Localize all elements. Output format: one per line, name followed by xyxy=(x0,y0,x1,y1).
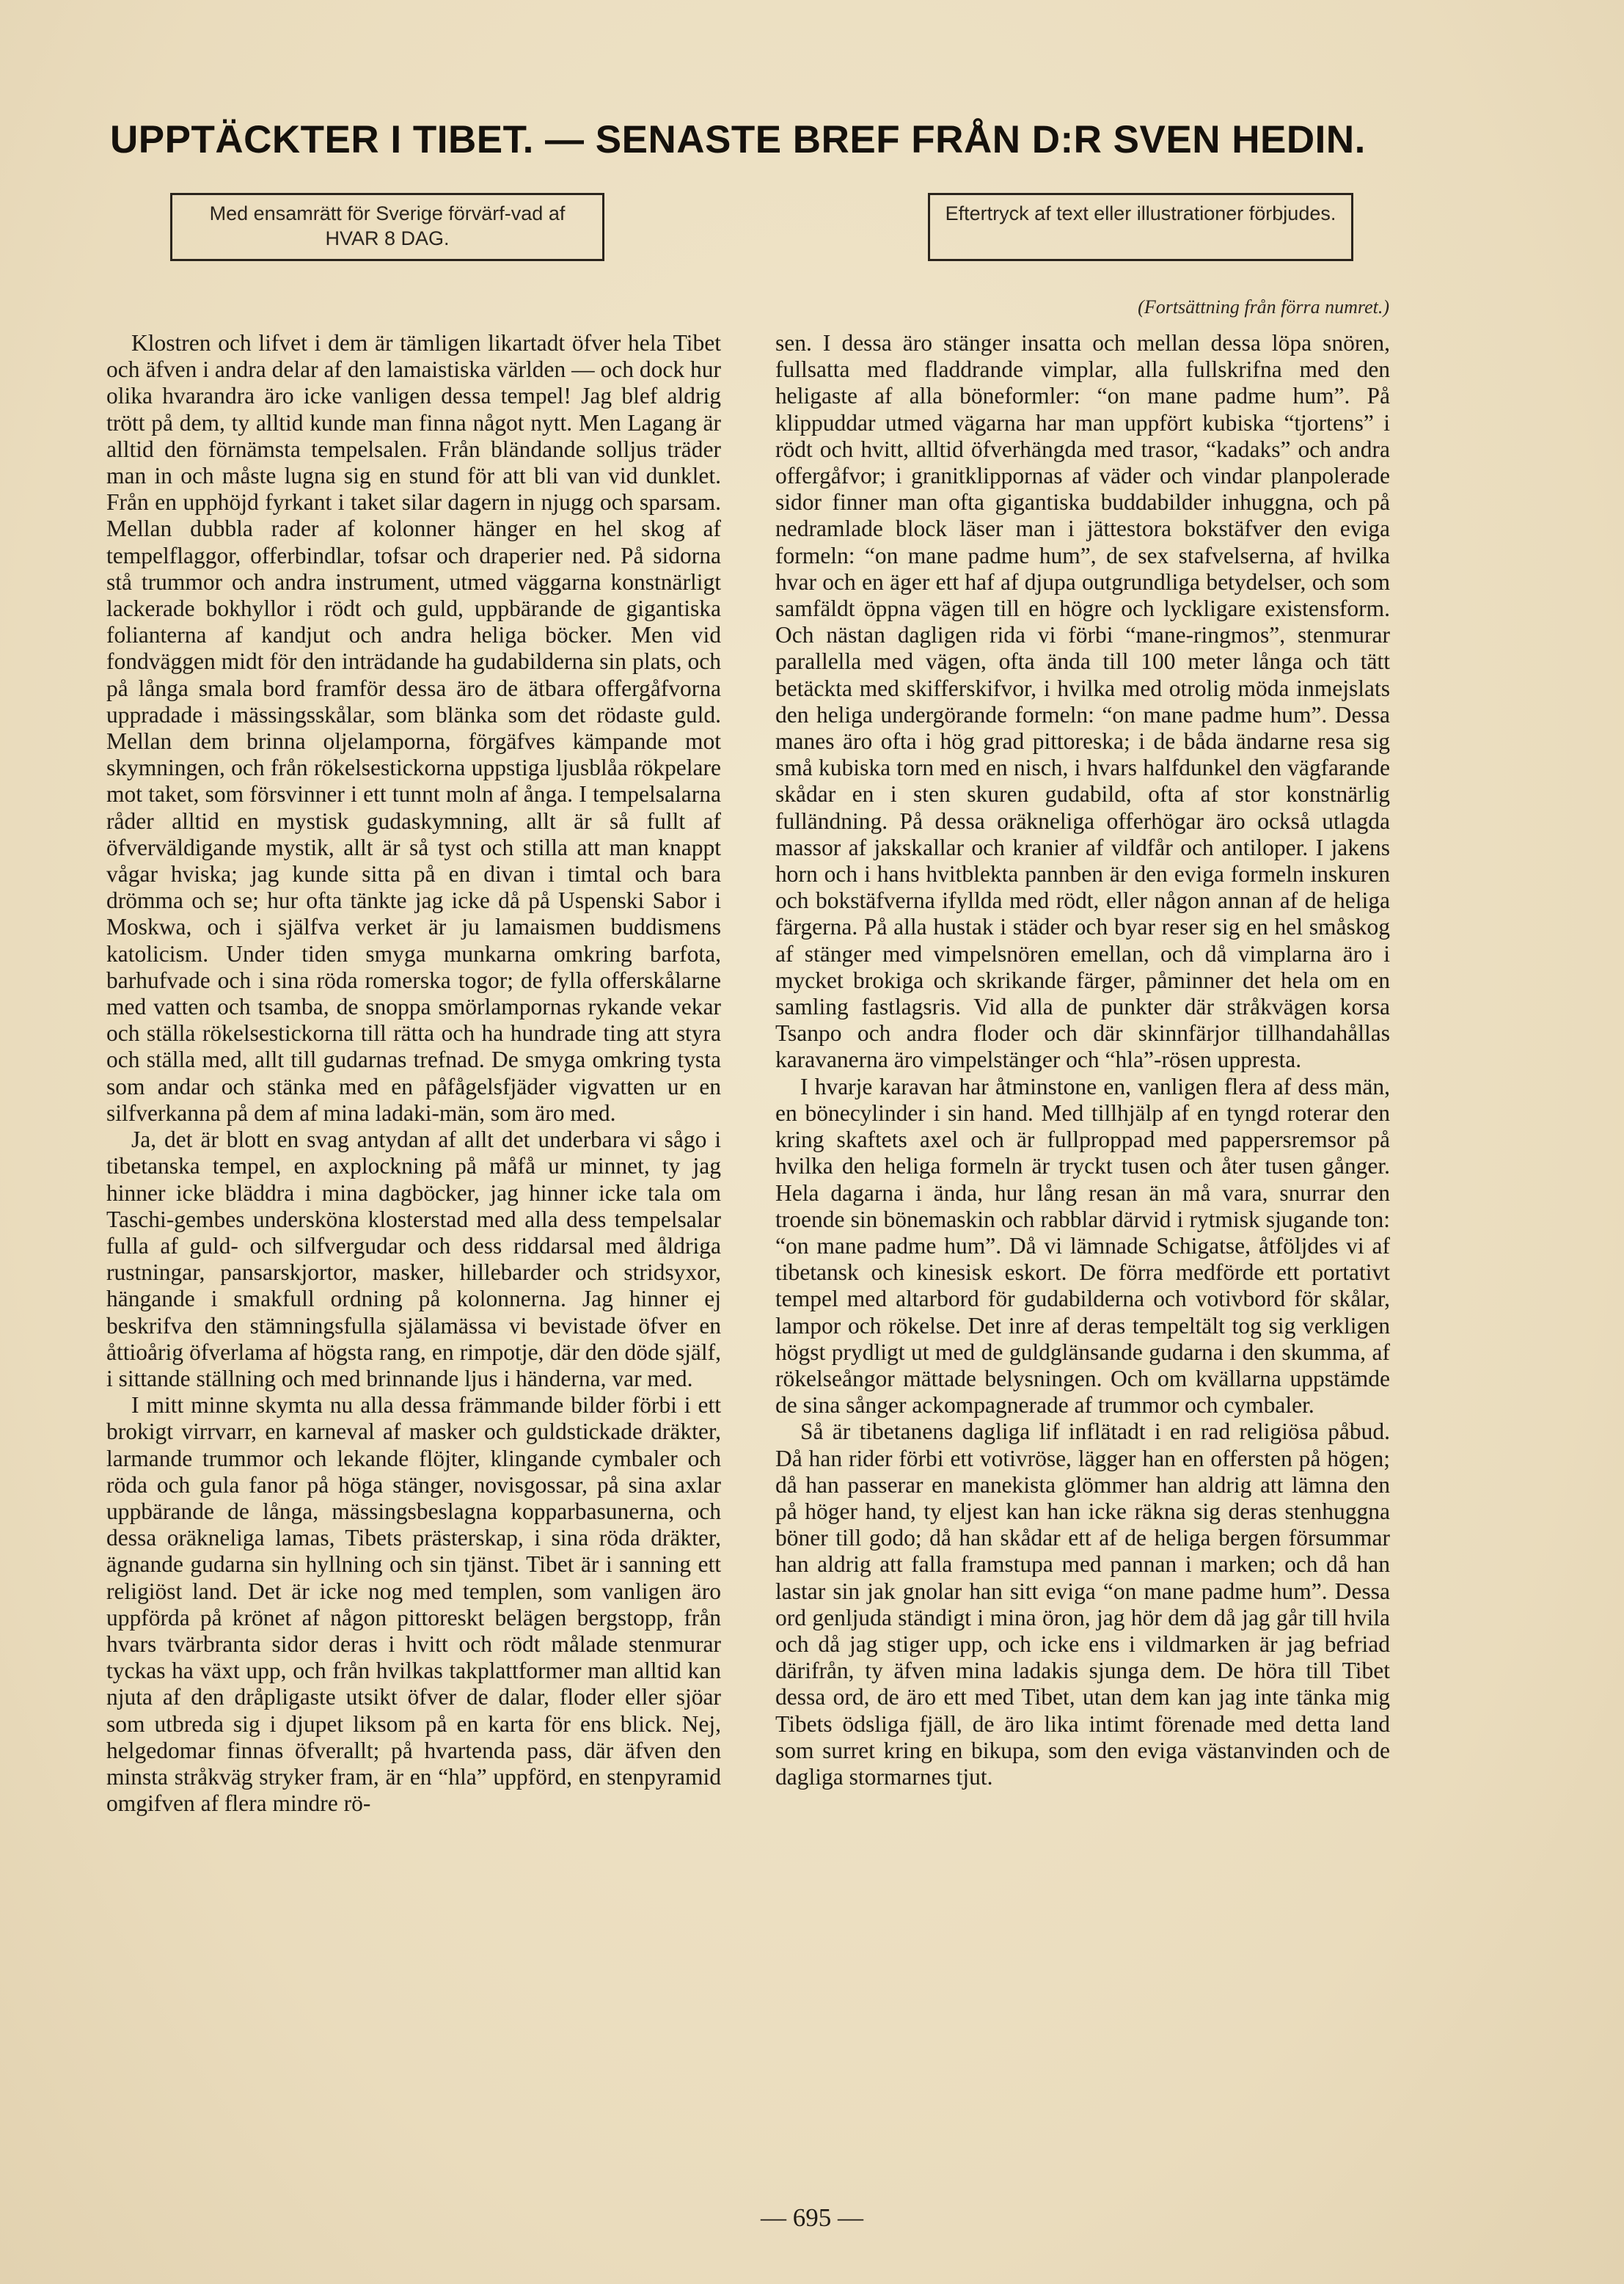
left-column xyxy=(106,330,721,2215)
reprint-notice-text: Eftertryck af text eller illustrationer förbjudes. xyxy=(945,202,1336,224)
right-column xyxy=(775,330,1390,2215)
paragraph: I hvarje karavan har åtminstone en, vanligen flera af dess män, en bönecylinder i sin hand. Med tillhjälp af en tyngd roterar den kring skaftets axel och är fullproppad med pappersremsor på hvilka den heliga formeln är tryckt tusen och åter tusen gånger. Hela dagarna i ända, hur lång resan än må vara, snurrar den troende sin bönemaskin och rabblar därvid i rytmisk sjugande ton: “on mane padme hum”. Då vi lämnade Schigatse, åtföljdes vi af tibetansk och kinesisk eskort. De förra medförde ett portativt tempel med altarbord för gudabilderna och votivbord för skålar, lampor och rökelse. Det inre af deras tempeltält tog sig verkligen högst prydligt ut med de guldglänsande gudarna i den skumma, af rökelseångor mättade belysningen. Och om kvällarna uppstämde de sina sånger ackompagnerade af trummor och cymbaler. xyxy=(775,1073,1390,1419)
reprint-notice-box xyxy=(928,193,1353,261)
copyright-notice-box xyxy=(170,193,604,261)
paragraph: sen. I dessa äro stänger insatta och mellan dessa löpa snören, fullsatta med fladdrande vimplar, alla fullskrifna med den heligaste af alla böneformler: “on mane padme hum”. På klippuddar utmed vägarna har man uppfört kubiska “tjortens” i rödt och hvitt, alltid öfverhängda med trasor, “kadaks” och andra offergåfvor; i granitklippornas af väder och vindar planpolerade sidor finner man ofta gigantiska buddabilder inhuggna, och på nedramlade block läser man i jättestora bokstäfver den eviga formeln: “on mane padme hum”, de sex stafvelserna, af hvilka hvar och en äger ett haf af djupa outgrundliga betydelser, och som samfäldt öppna vägen till en högre och lyckligare existensform. Och nästan dagligen rida vi förbi “mane-ringmos”, stenmurar parallella med vägen, ofta ända till 100 meter långa och tätt betäckta med skifferskifvor, i hvilka med otrolig möda inmejslats den heliga undergörande formeln: “on mane padme hum”. Dessa manes äro ofta i hög grad pittoreska; i de båda ändarne resa sig små kubiska torn med en nisch, i hvars halfdunkel den vägfarande skådar en i sten skuren gudabild, ofta af stor konstnärlig fulländning. På dessa oräkneliga offerhögar äro också utlagda massor af jakskallar och kranier af vildfår och antiloper. I jakens horn och i hans hvitblekta pannben är den eviga formeln inskuren och bokstäfverna ifyllda med rödt, eller någon annan af de heliga färgerna. På alla hustak i städer och byar reser sig en hel småskog af stänger med vimpelsnören emellan, och då vimplarna äro i mycket brokiga och skrikande färger, påminner det hela om en samling fastlagsris. Vid alla de punkter där stråkvägen korsa Tsanpo och andra floder och där skinnfärjor tillhandahållas karavanerna äro vimpelstänger och “hla”-rösen uppresta. xyxy=(775,330,1390,1073)
paragraph: Klostren och lifvet i dem är tämligen likartadt öfver hela Tibet och äfven i andra delar af den lamaistiska världen — och dock hur olika hvarandra äro icke vanligen dessa tempel! Jag blef aldrig trött på dem, ty alltid kunde man finna något nytt. Men Lagang är alltid den förnämsta tempelsalen. Från bländande solljus träder man in och måste lugna sig en stund för att bli van vid dunklet. Från en upphöjd fyrkant i taket silar dagern in njugg och sparsam. Mellan dubbla rader af kolonner hänger en hel skog af tempelflaggor, offerbindlar, tofsar och draperier ned. På sidorna stå trummor och andra instrument, utmed väggarna konstnärligt lackerade bokhyllor i rödt och guld, uppbärande de gigantiska folianterna af kandjut och andra heliga böcker. Men vid fondväggen midt för den inträdande ha gudabilderna sin plats, och på långa smala bord framför dessa äro de ätbara offergåfvorna uppradade i mässingsskålar, som blänka som det rödaste guld. Mellan dem brinna oljelamporna, förgäfves kämpande mot skymningen, och från rökelsestickorna uppstiga ljusblåa rökpelare mot taket, som försvinner i ett tunnt moln af ånga. I tempelsalarna råder alltid en mystisk gudaskymning, allt är så fullt af öfverväldigande mystik, allt är så tyst och stilla att man knappt vågar hviska; jag kunde sitta på en divan i timtal och bara drömma och se; hur ofta tänkte jag icke då på Uspenski Sabor i Moskwa, och i själfva verket är ju lamaismen buddismens katolicism. Under tiden smyga munkarna omkring barfota, barhufvade och i sina röda romerska togor; de fylla offerskålarne med vatten och tsamba, de snoppa smörlampornas rykande vekar och ställa rökelsestickorna till rätta och ha hundrade ting att styra och ställa med, allt till gudarnas trefnad. De smyga omkring tysta som andar och stänka med en påfågelsfjäder vigvatten ur en silfverkanna på dem af mina ladaki-män, som äro med. xyxy=(106,330,721,1126)
paragraph: Så är tibetanens dagliga lif inflätadt i en rad religiösa påbud. Då han rider förbi ett votivröse, lägger han en offersten på högen; då han passerar en manekista glömmer han aldrig att lämna den på höger hand, ty eljest kan han icke räkna sig deras stenhuggna böner till godo; då han skådar ett af de heliga bergen försummar han aldrig att falla framstupa med pannan i marken; och då han lastar sin jak gnolar han sitt eviga “on mane padme hum”. Dessa ord genljuda ständigt i mina öron, jag hör dem då jag går till hvila och då jag stiger upp, och icke ens i vildmarken är jag befriad därifrån, ty äfven mina ladakis sjunga dem. De höra till Tibet dessa ord, de äro ett med Tibet, utan dem kan jag inte tänka mig Tibets ödsliga fjäll, de äro lika intimt förenade med detta land som surret kring en bikupa, som den eviga västanvinden och de dagliga stormarnes tjut. xyxy=(775,1419,1390,1790)
copyright-notice-text: Med ensamrätt för Sverige förvärf-vad af HVAR 8 DAG. xyxy=(209,202,566,249)
paragraph: Ja, det är blott en svag antydan af allt det underbara vi sågo i tibetanska tempel, en axplockning på måfå ur minnet, ty jag hinner icke bläddra i mina dagböcker, jag hinner icke tala om Taschi-gembes undersköna klosterstad med alla dess tempelsalar fulla af guld- och silfvergudar och dess riddarsal med åldriga rustningar, pansarskjortor, masker, hillebarder och stridsyxor, hängande i smakfull ordning på kolonnerna. Jag hinner ej beskrifva den stämningsfulla själamässa vi bevistade öfver en åttioårig öfverlama af högsta rang, en rimpotje, där den döde själf, i sittande ställning och med brinnande ljus i händerna, var med. xyxy=(106,1127,721,1391)
page-number: — 695 — xyxy=(761,2203,863,2232)
article-title: UPPTÄCKTER I TIBET. — SENASTE BREF FRÅN D:R SVEN HEDIN. xyxy=(110,118,1366,161)
paragraph: I mitt minne skymta nu alla dessa främmande bilder förbi i ett brokigt virrvarr, en karneval af masker och guldstickade dräkter, larmande trummor och lekande flöjter, klingande cymbaler och röda och gula fanor på höga stänger, novisgossar, på sina axlar uppbärande de långa, mässingsbeslagna kopparbasunerna, och dessa oräkneliga lamas, Tibets prästerskap, i sina röda dräkter, ägnande gudarna sin hyllning och sin tjänst. Tibet är i sanning ett religiöst land. Det är icke nog med templen, som vanligen äro uppförda på krönet af någon pittoreskt belägen bergstopp, från hvars tvärbranta sidor deras i hvitt och rödt målade stenmurar tyckas ha växt upp, och från hvilkas takplattformer man alltid kan njuta af den dråpligaste utsikt öfver de dalar, floder eller sjöar som utbreda sig i djupet liksom på en karta för ens blick. Nej, helgedomar finnas öfverallt; på hvartenda pass, där äfven den minsta stråkväg stryker fram, är en “hla” uppförd, en stenpyramid omgifven af flera mindre rö- xyxy=(106,1392,721,1817)
continuation-note: (Fortsättning från förra numret.) xyxy=(1138,296,1389,318)
